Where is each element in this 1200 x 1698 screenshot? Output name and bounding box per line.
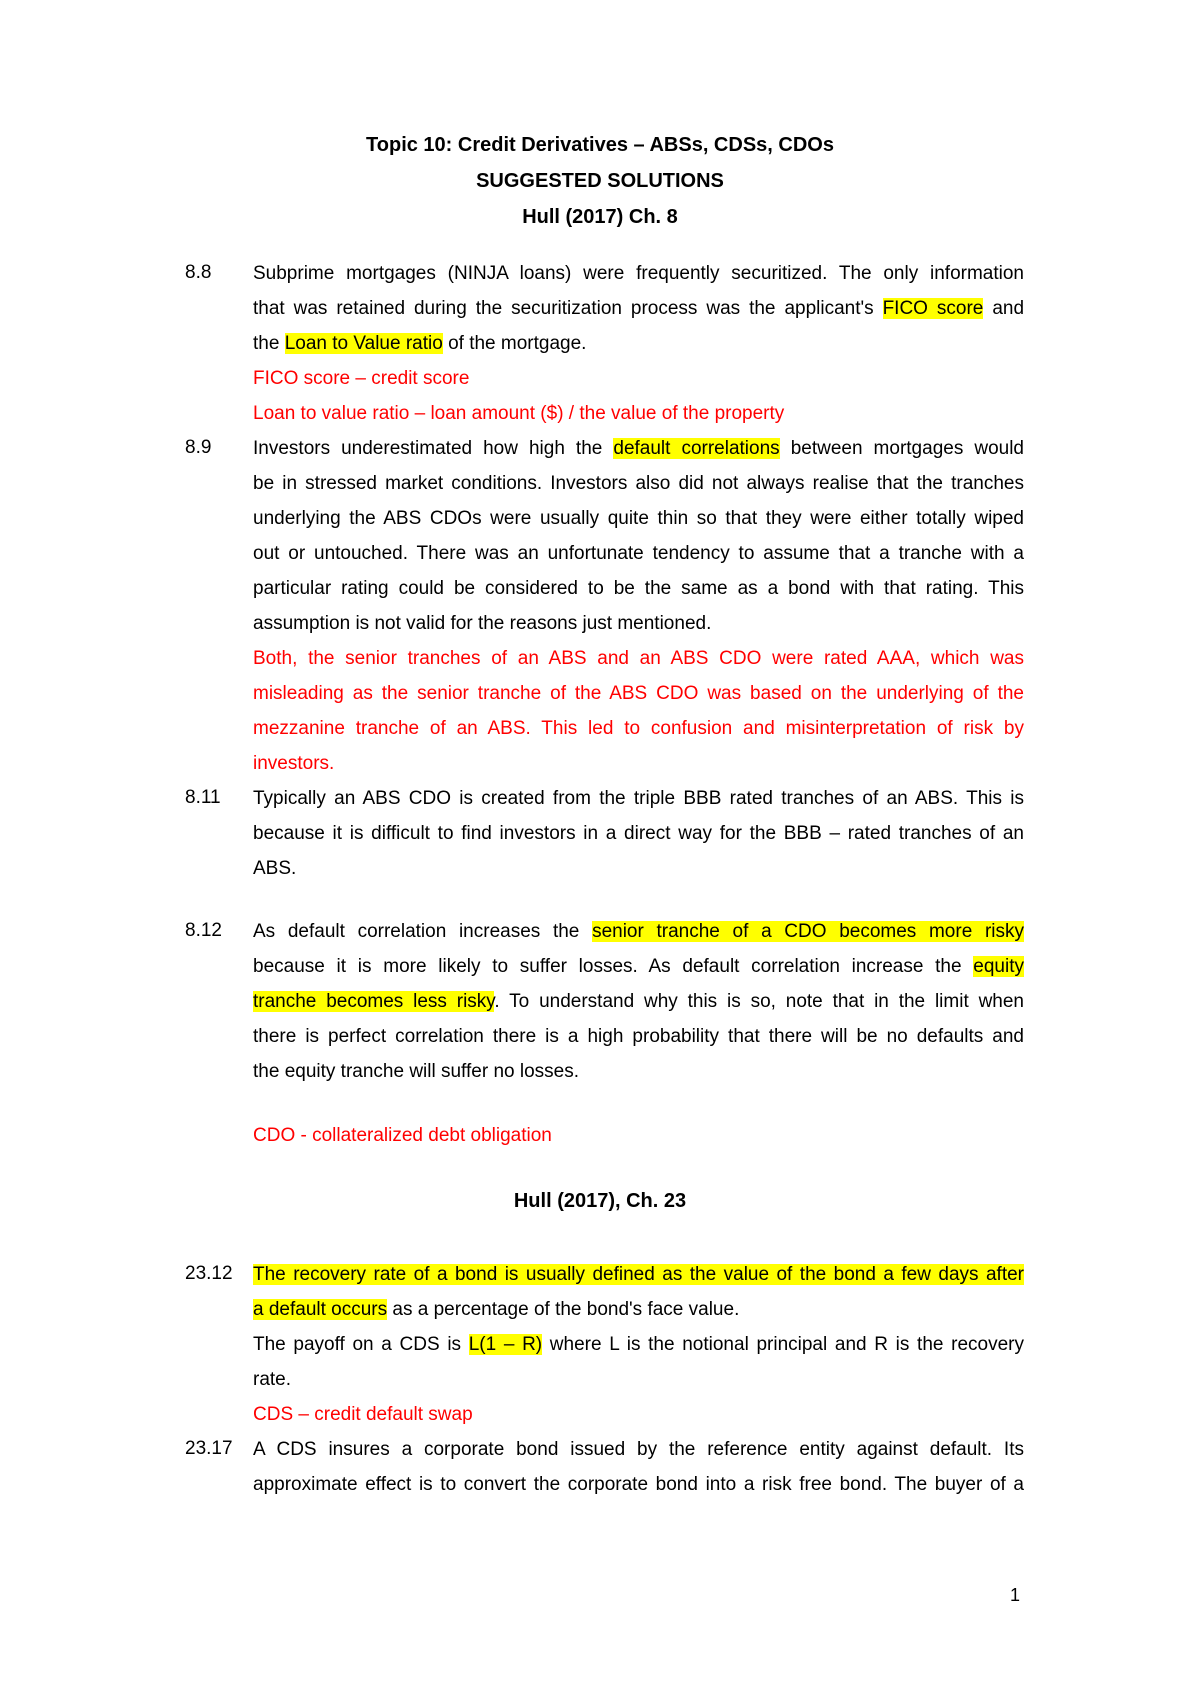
highlighted-text: FICO score [882,298,984,319]
highlighted-text: tranche becomes less risky [253,991,495,1012]
text-line: underlying the ABS CDOs were usually quite thin so that they were either totally wiped [253,508,1024,529]
text-line [253,949,1024,984]
text-line [253,1327,1024,1362]
text-span: that was retained during the securitization process was the applicant's [253,298,883,319]
text-span: Investors underestimated how high the [253,438,614,459]
text-span: and [983,298,1025,319]
highlighted-text: equity [973,956,1024,977]
question-number: 8.12 [185,920,222,941]
text-line [253,1257,1024,1292]
answer-23-12 [253,1257,1024,1432]
answer-8-11 [253,781,1024,886]
annotation-note: Loan to value ratio – loan amount ($) / the value of the property [253,403,785,424]
text-line [253,914,1024,949]
text-span: . To understand why this is so, note that in the limit when [494,991,1024,1012]
text-span: the [253,333,285,354]
annotation-note: misleading as the senior tranche of the ABS CDO was based on the underlying of the [253,683,1024,704]
question-number: 23.12 [185,1263,233,1284]
annotation-note: CDO - collateralized debt obligation [253,1125,552,1146]
highlighted-text: default correlations [613,438,780,459]
text-line [253,291,1024,326]
page-number: 1 [1010,1585,1021,1605]
text-line [253,431,1024,466]
text-span: of the mortgage. [442,333,587,354]
text-span: between mortgages would [779,438,1024,459]
highlighted-text: senior tranche of a CDO becomes more risky [592,921,1024,942]
text-line: because it is difficult to find investors in a direct way for the BBB – rated tranches of an [253,823,1024,844]
text-span: where L is the notional principal and R is the recovery [542,1334,1024,1355]
highlighted-text: a default occurs [253,1299,388,1320]
annotation-note: CDS – credit default swap [253,1404,473,1425]
text-span: As default correlation increases the [253,921,593,942]
text-line: approximate effect is to convert the corporate bond into a risk free bond. The buyer of a [253,1474,1024,1495]
annotation-note: investors. [253,753,335,774]
question-number: 8.8 [185,262,212,283]
question-number: 8.9 [185,437,212,458]
answer-8-12 [253,914,1024,1089]
page-title: Topic 10: Credit Derivatives – ABSs, CDSs, CDOs [366,134,834,156]
text-line: Typically an ABS CDO is created from the triple BBB rated tranches of an ABS. This is [253,788,1024,809]
text-line: ABS. [253,858,297,879]
question-number: 8.11 [185,787,221,808]
answer-8-8 [253,256,1024,431]
text-line: the equity tranche will suffer no losses. [253,1061,579,1082]
answer-8-9 [253,431,1024,781]
annotation-note: Both, the senior tranches of an ABS and an ABS CDO were rated AAA, which was [253,648,1024,669]
text-line [253,326,1024,361]
text-span: as a percentage of the bond's face value. [387,1299,740,1320]
highlighted-text: L(1 – R) [468,1334,543,1355]
highlighted-text: Loan to Value ratio [284,333,443,354]
text-line: Subprime mortgages (NINJA loans) were frequently securitized. The only information [253,263,1024,284]
question-number: 23.17 [185,1438,233,1459]
section-heading-ch8: Hull (2017) Ch. 8 [522,206,678,228]
answer-23-17 [253,1432,1024,1502]
text-line: there is perfect correlation there is a high probability that there will be no defaults and [253,1026,1024,1047]
text-line [253,984,1024,1019]
page-subtitle: SUGGESTED SOLUTIONS [476,170,724,192]
annotation-note: FICO score – credit score [253,368,470,389]
text-line: assumption is not valid for the reasons just mentioned. [253,613,712,634]
annotation-note: mezzanine tranche of an ABS. This led to confusion and misinterpretation of risk by [253,718,1024,739]
text-span: because it is more likely to suffer losses. As default correlation increase the [253,956,974,977]
text-line: rate. [253,1369,292,1390]
text-line: be in stressed market conditions. Investors also did not always realise that the tranches [253,473,1024,494]
section-heading-ch23: Hull (2017), Ch. 23 [513,1190,687,1212]
highlighted-text: The recovery rate of a bond is usually defined as the value of the bond a few days after [253,1264,1024,1285]
text-line: out or untouched. There was an unfortunate tendency to assume that a tranche with a [253,543,1024,564]
text-span: The payoff on a CDS is [253,1334,469,1355]
text-line [253,1292,1024,1327]
text-line: particular rating could be considered to be the same as a bond with that rating. This [253,578,1024,599]
text-line: A CDS insures a corporate bond issued by the reference entity against default. Its [253,1439,1024,1460]
